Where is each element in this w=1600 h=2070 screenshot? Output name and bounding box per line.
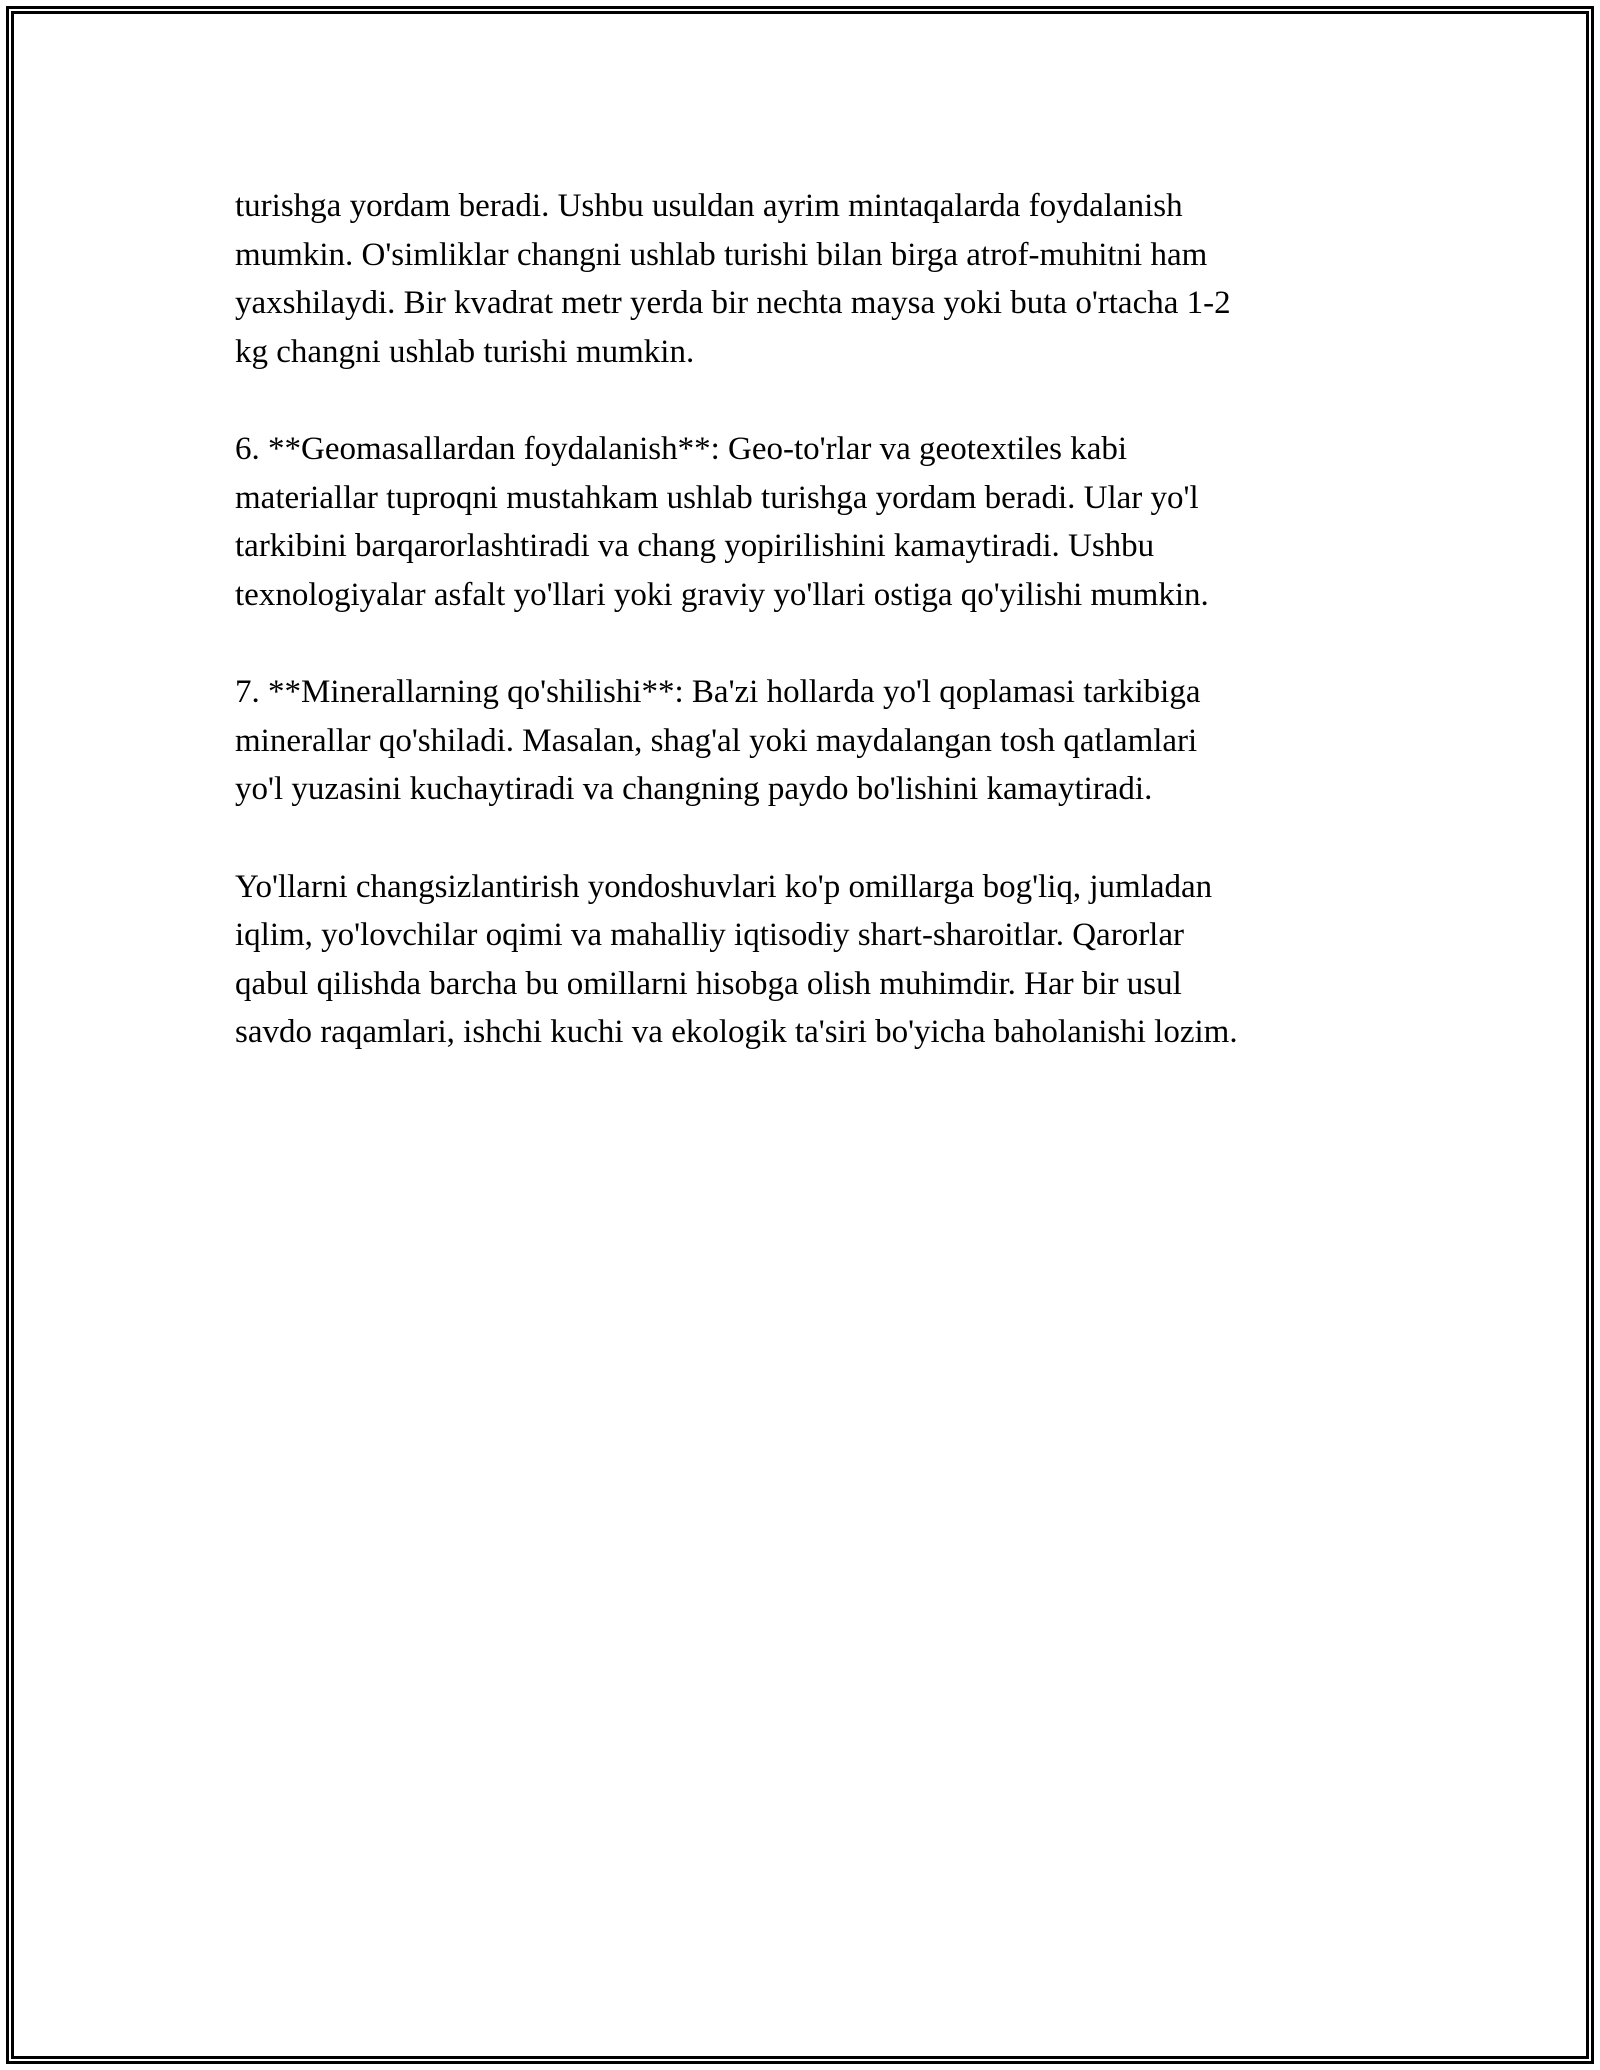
paragraph-plants-dust: turishga yordam beradi. Ushbu usuldan ayrim mintaqalarda foydalanish mumkin. O'simliklar changni ushlab turishi bilan birga atrof-muhitni ham yaxshilaydi. Bir kvadrat metr yerda bir nechta maysa yoki buta o'rtacha 1-2 kg changni ushlab turishi mumkin. xyxy=(235,188,1231,370)
paragraph-minerals: 7. **Minerallarning qo'shilishi**: Ba'zi hollarda yo'l qoplamasi tarkibiga minerallar qo'shiladi. Masalan, shag'al yoki maydalangan tosh qatlamlari yo'l yuzasini kuchaytiradi va changning paydo bo'lishini kamaytiradi. xyxy=(235,674,1201,807)
paragraph-conclusion: Yo'llarni changsizlantirish yondoshuvlari ko'p omillarga bog'liq, jumladan iqlim, yo'lovchilar oqimi va mahalliy iqtisodiy shart-sharoitlar. Qarorlar qabul qilishda barcha bu omillarni hisobga olish muhimdir. Har bir usul savdo raqamlari, ishchi kuchi va ekologik ta'siri bo'yicha baholanishi lozim. xyxy=(235,868,1238,1050)
paragraph-geomaterials: 6. **Geomasallardan foydalanish**: Geo-to'rlar va geotextiles kabi materiallar tuproqni mustahkam ushlab turishga yordam beradi. Ular yo'l tarkibini barqarorlashtiradi va chang yopirilishini kamaytiradi. Ushbu texnologiyalar asfalt yo'llari yoki graviy yo'llari ostiga qo'yilishi mumkin. xyxy=(235,431,1209,613)
document-body xyxy=(235,182,1385,1106)
